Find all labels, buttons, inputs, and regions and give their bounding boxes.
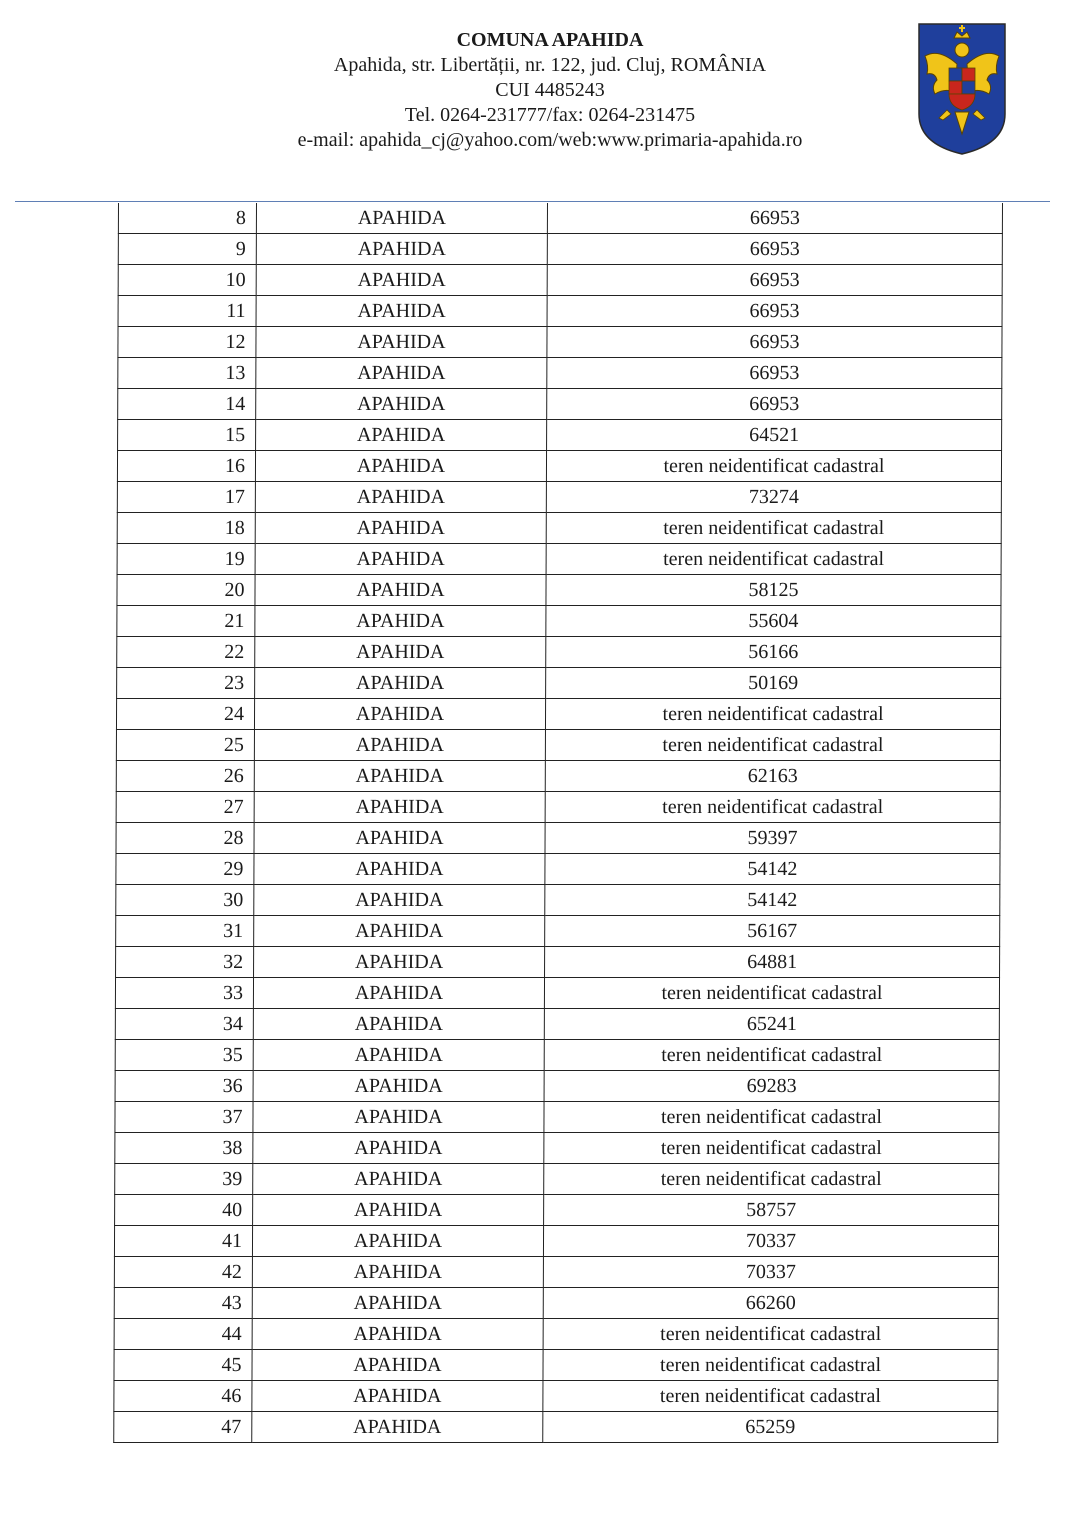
table-row [115,978,999,1009]
locality-cell: APAHIDA [255,451,546,482]
cadastral-number-cell: 66953 [547,265,1002,296]
romania-coat-of-arms-icon [917,22,1007,156]
row-number-cell: 35 [115,1040,253,1071]
cadastral-number-cell: 66953 [547,296,1002,327]
cadastral-number-cell: 70337 [543,1226,998,1257]
cadastral-number-cell: teren neidentificat cadastral [545,792,1000,823]
cadastral-number-cell: 54142 [545,854,1000,885]
parcel-table [113,203,1003,1443]
cadastral-number-cell: teren neidentificat cadastral [546,544,1001,575]
table-row [116,792,1000,823]
row-number-cell: 24 [116,699,254,730]
row-number-cell: 16 [117,451,255,482]
row-number-cell: 31 [116,916,254,947]
table-row [115,1102,999,1133]
locality-cell: APAHIDA [254,823,545,854]
locality-cell: APAHIDA [254,947,545,978]
locality-cell: APAHIDA [253,1195,544,1226]
row-number-cell: 42 [114,1257,252,1288]
table-row [116,854,1000,885]
locality-cell: APAHIDA [255,482,546,513]
locality-cell: APAHIDA [252,1381,543,1412]
locality-cell: APAHIDA [254,916,545,947]
cadastral-number-cell: 66953 [547,389,1002,420]
locality-cell: APAHIDA [254,761,545,792]
locality-cell: APAHIDA [253,1133,544,1164]
locality-cell: APAHIDA [254,699,545,730]
locality-cell: APAHIDA [252,1350,543,1381]
cadastral-number-cell: 66953 [547,358,1002,389]
table-row [117,606,1001,637]
locality-cell: APAHIDA [256,327,547,358]
crest-quarter-2 [962,68,975,81]
cadastral-number-cell: 66953 [547,234,1002,265]
cadastral-number-cell: teren neidentificat cadastral [545,699,1000,730]
locality-cell: APAHIDA [254,730,545,761]
table-row [115,1009,999,1040]
locality-cell: APAHIDA [254,792,545,823]
cadastral-number-cell: 58757 [544,1195,999,1226]
crest-eagle-head [955,43,969,57]
crest-quarter-3 [949,81,962,94]
locality-cell: APAHIDA [255,513,546,544]
table-row [117,575,1001,606]
cadastral-number-cell: teren neidentificat cadastral [544,1040,999,1071]
row-number-cell: 8 [118,203,256,234]
row-number-cell: 23 [117,668,255,699]
cadastral-number-cell: 73274 [546,482,1001,513]
row-number-cell: 20 [117,575,255,606]
locality-cell: APAHIDA [253,1102,544,1133]
locality-cell: APAHIDA [252,1226,543,1257]
letterhead [200,28,900,153]
row-number-cell: 45 [114,1350,252,1381]
locality-cell: APAHIDA [254,854,545,885]
row-number-cell: 17 [117,482,255,513]
row-number-cell: 47 [114,1412,252,1443]
table-row [116,761,1000,792]
table-row [117,513,1001,544]
locality-cell: APAHIDA [255,575,546,606]
locality-cell: APAHIDA [253,1040,544,1071]
row-number-cell: 37 [115,1102,253,1133]
locality-cell: APAHIDA [256,296,547,327]
row-number-cell: 21 [117,606,255,637]
cadastral-number-cell: 70337 [543,1257,998,1288]
table-row [116,885,1000,916]
locality-cell: APAHIDA [252,1257,543,1288]
row-number-cell: 14 [118,389,256,420]
cadastral-number-cell: 64521 [547,420,1002,451]
row-number-cell: 32 [116,947,254,978]
cadastral-number-cell: 64881 [545,947,1000,978]
table-row [114,1412,998,1443]
institution-phone: Tel. 0264-231777/fax: 0264-231475 [404,104,696,126]
table-row [117,482,1001,513]
table-row [114,1257,998,1288]
table-row [118,265,1002,296]
table-row [115,1071,999,1102]
cadastral-number-cell: teren neidentificat cadastral [544,1164,999,1195]
cadastral-number-cell: teren neidentificat cadastral [546,513,1001,544]
locality-cell: APAHIDA [256,203,547,234]
cadastral-number-cell: teren neidentificat cadastral [543,1319,998,1350]
row-number-cell: 22 [117,637,255,668]
row-number-cell: 36 [115,1071,253,1102]
locality-cell: APAHIDA [256,234,547,265]
table-row [118,327,1002,358]
table-row [118,389,1002,420]
row-number-cell: 13 [118,358,256,389]
crest-quarter-1 [949,68,962,81]
table-row [116,730,1000,761]
table-row [114,1350,998,1381]
locality-cell: APAHIDA [252,1412,543,1443]
row-number-cell: 44 [114,1319,252,1350]
locality-cell: APAHIDA [253,1009,544,1040]
table-row [117,637,1001,668]
cadastral-number-cell: 66260 [543,1288,998,1319]
locality-cell: APAHIDA [253,978,544,1009]
cadastral-number-cell: 55604 [546,606,1001,637]
table-row [116,947,1000,978]
cadastral-number-cell: 56167 [545,916,1000,947]
row-number-cell: 15 [118,420,256,451]
table-row [116,699,1000,730]
table-row [117,451,1001,482]
table-row [114,1319,998,1350]
cadastral-number-cell: teren neidentificat cadastral [543,1350,998,1381]
row-number-cell: 43 [114,1288,252,1319]
locality-cell: APAHIDA [254,885,545,916]
cadastral-number-cell: 66953 [547,327,1002,358]
row-number-cell: 10 [118,265,256,296]
locality-cell: APAHIDA [253,1071,544,1102]
institution-title: COMUNA APAHIDA [456,29,644,51]
table-row [117,668,1001,699]
row-number-cell: 30 [116,885,254,916]
locality-cell: APAHIDA [255,668,546,699]
table-row [114,1226,998,1257]
crest-quarter-4 [962,81,975,94]
table-row [114,1381,998,1412]
row-number-cell: 11 [118,296,256,327]
institution-address: Apahida, str. Libertății, nr. 122, jud. Cluj, ROMÂNIA [333,54,767,76]
row-number-cell: 38 [115,1133,253,1164]
locality-cell: APAHIDA [256,265,547,296]
table-row [116,823,1000,854]
table-row [115,1164,999,1195]
row-number-cell: 25 [116,730,254,761]
cadastral-number-cell: 56166 [546,637,1001,668]
cadastral-number-cell: teren neidentificat cadastral [545,730,1000,761]
locality-cell: APAHIDA [253,1164,544,1195]
cadastral-number-cell: 66953 [547,203,1002,234]
institution-cui: CUI 4485243 [495,79,605,101]
row-number-cell: 18 [117,513,255,544]
cadastral-number-cell: teren neidentificat cadastral [544,1133,999,1164]
table-row [116,916,1000,947]
table-row [118,203,1002,234]
row-number-cell: 28 [116,823,254,854]
table-row [118,234,1002,265]
table-row [115,1133,999,1164]
row-number-cell: 39 [115,1164,253,1195]
row-number-cell: 40 [115,1195,253,1226]
row-number-cell: 41 [114,1226,252,1257]
table-row [115,1040,999,1071]
row-number-cell: 27 [116,792,254,823]
row-number-cell: 26 [116,761,254,792]
locality-cell: APAHIDA [256,389,547,420]
table-row [117,544,1001,575]
table-row [115,1195,999,1226]
institution-contact: e-mail: apahida_cj@yahoo.com/web:www.primaria-apahida.ro [297,129,803,151]
table-row [118,420,1002,451]
locality-cell: APAHIDA [255,606,546,637]
table-row [114,1288,998,1319]
locality-cell: APAHIDA [252,1319,543,1350]
cadastral-number-cell: 50169 [546,668,1001,699]
cadastral-number-cell: 58125 [546,575,1001,606]
cadastral-number-cell: teren neidentificat cadastral [544,978,999,1009]
locality-cell: APAHIDA [252,1288,543,1319]
header-divider [15,201,1050,202]
table-row [118,358,1002,389]
cadastral-number-cell: 54142 [545,885,1000,916]
cadastral-number-cell: 59397 [545,823,1000,854]
cadastral-number-cell: 69283 [544,1071,999,1102]
parcel-table-container [113,203,1003,1443]
cadastral-number-cell: teren neidentificat cadastral [546,451,1001,482]
row-number-cell: 46 [114,1381,252,1412]
row-number-cell: 34 [115,1009,253,1040]
row-number-cell: 9 [118,234,256,265]
locality-cell: APAHIDA [256,358,547,389]
row-number-cell: 19 [117,544,255,575]
row-number-cell: 29 [116,854,254,885]
locality-cell: APAHIDA [255,637,546,668]
locality-cell: APAHIDA [255,544,546,575]
cadastral-number-cell: 65259 [543,1412,998,1443]
cadastral-number-cell: teren neidentificat cadastral [544,1102,999,1133]
cadastral-number-cell: 65241 [544,1009,999,1040]
table-row [118,296,1002,327]
row-number-cell: 12 [118,327,256,358]
cadastral-number-cell: 62163 [545,761,1000,792]
cadastral-number-cell: teren neidentificat cadastral [543,1381,998,1412]
row-number-cell: 33 [115,978,253,1009]
locality-cell: APAHIDA [256,420,547,451]
